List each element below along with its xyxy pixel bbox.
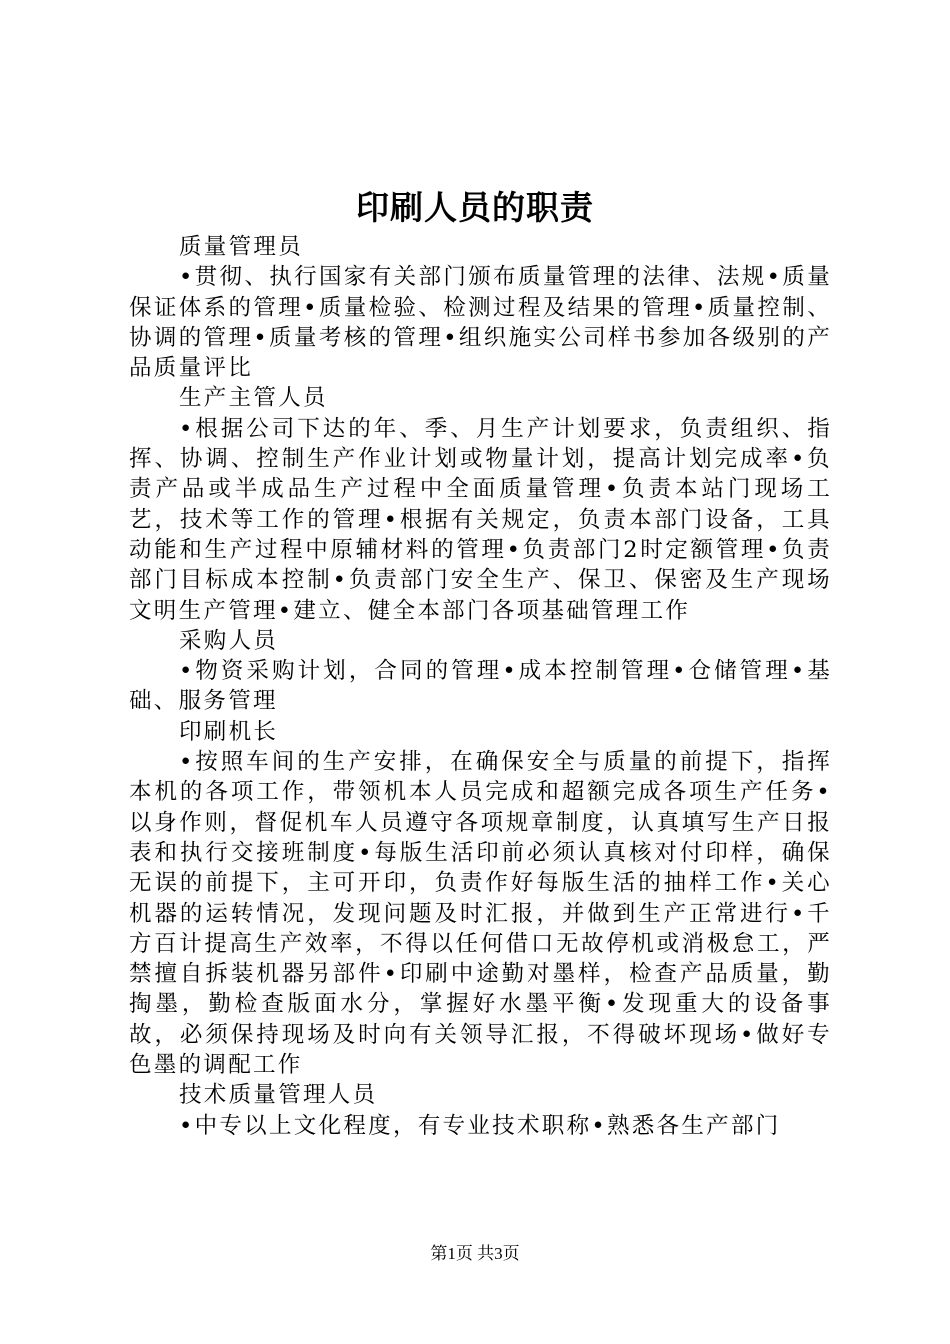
section-heading-purchasing: 采购人员 xyxy=(179,627,279,654)
section-text-production-supervisor: •根据公司下达的年、季、月生产计划要求，负责组织、指挥、协调、控制生产作业计划或物量计划，提高计划完成率•负责产品或半成品生产过程中全面质量管理•负责本站门现场工艺，技术等工作的管理•根据有关规定，负责本部门设备，工具动能和生产过程中原辅材料的管理•负责部门2时定额管理•负责部门目标成本控制•负责部门安全生产、保卫、保密及生产现场文明生产管理•建立、健全本部门各项基础管理工作 xyxy=(129,415,832,624)
section-text-purchasing: •物资采购计划，合同的管理•成本控制管理•仓储管理•基础、服务管理 xyxy=(129,658,832,715)
section-heading-technical-quality: 技术质量管理人员 xyxy=(179,1082,378,1109)
section-text-press-captain: •按照车间的生产安排，在确保安全与质量的前提下，指挥本机的各项工作，带领机本人员完成和超额完成各项生产任务•以身作则，督促机车人员遵守各项规章制度，认真填写生产日报表和执行交接班制度•每版生活印前必须认真核对付印样，确保无误的前提下，主可开印，负责作好每版生活的抽样工作•关心机器的运转情况，发现问题及时汇报，并做到生产正常进行•千方百计提高生产效率，不得以任何借口无故停机或消极怠工，严禁擅自拆装机器另部件•印刷中途勤对墨样，检查产品质量，勤掏墨，勤检查版面水分，掌握好水墨平衡•发现重大的设备事故，必须保持现场及时向有关领导汇报，不得破坏现场•做好专色墨的调配工作 xyxy=(129,749,832,1079)
document-body xyxy=(129,232,832,1141)
section-text-quality-manager: •贯彻、执行国家有关部门颁布质量管理的法律、法规•质量保证体系的管理•质量检验、检测过程及结果的管理•质量控制、协调的管理•质量考核的管理•组织施实公司样书参加各级别的产品质量评比 xyxy=(129,264,832,382)
page-footer: 第1页 共3页 xyxy=(430,1244,520,1263)
section-heading-quality-manager: 质量管理员 xyxy=(179,234,304,260)
section-heading-press-captain: 印刷机长 xyxy=(179,718,279,745)
section-heading-production-supervisor: 生产主管人员 xyxy=(179,385,328,412)
document-title: 印刷人员的职责 xyxy=(356,188,594,227)
section-text-technical-quality: •中专以上文化程度，有专业技术职称•熟悉各生产部门 xyxy=(179,1112,781,1139)
